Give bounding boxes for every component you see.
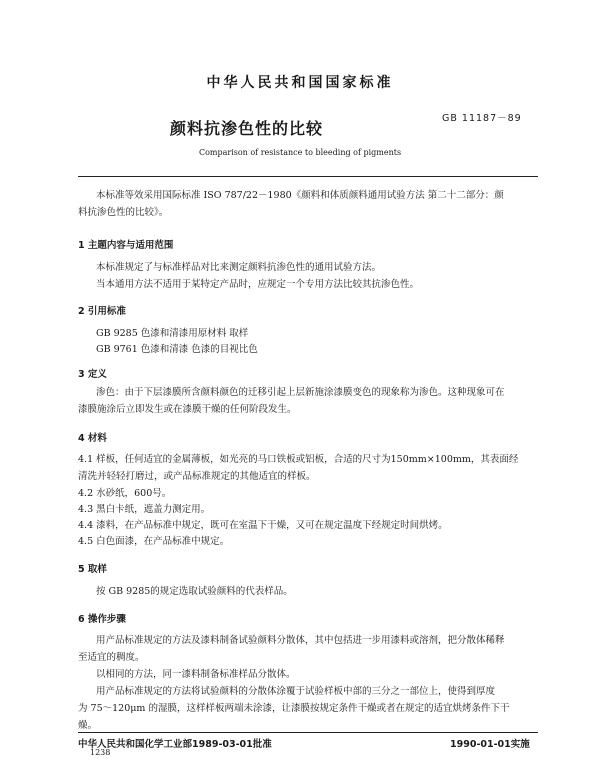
definition-line-2: 漆膜施涂后立即发生或在漆膜干燥的任何阶段发生。 (78, 404, 297, 415)
bottom-divider (78, 732, 538, 733)
section-6-heading: 6 操作步骤 (78, 614, 126, 625)
approval-line: 中华人民共和国化学工业部1989-03-01批准 (78, 739, 272, 750)
page-number: 1238 (90, 748, 111, 757)
section-4-heading: 4 材料 (78, 433, 107, 444)
procedure-line-4: 用产品标准规定的方法将试验颜料的分散体涂覆于试验样板中部的三分之一部位上，使得到厚度 (96, 686, 496, 697)
reference-2: GB 9761 色漆和清漆 色漆的目视比色 (96, 344, 258, 355)
item-4-1-line-2: 清洗并轻轻打磨过，或产品标准规定的其他适宜的样板。 (78, 471, 316, 482)
top-divider (78, 176, 538, 177)
procedure-line-5: 为 75～120μm 的湿膜，这样样板两端未涂漆，让漆膜按规定条件干燥或者在规定的适宜烘烤条件下干 (78, 703, 510, 714)
intro-line-2: 料抗渗色性的比较》。 (78, 207, 169, 218)
definition-line-1: 渗色：由于下层漆膜所含颜料颜色的迁移引起上层新施涂漆膜变色的现象称为渗色。这种现象可在 (96, 387, 505, 398)
item-4-5: 4.5 白色面漆，在产品标准中规定。 (78, 536, 230, 547)
item-4-1-line-1: 4.1 样板，任何适宜的金属薄板，如光亮的马口铁板或铝板，合适的尺寸为150mm×100mm，其表面经 (78, 454, 519, 465)
national-standard-heading: 中华人民共和国国家标准 (206, 75, 394, 91)
implementation-date: 1990-01-01实施 (450, 739, 530, 750)
item-4-4: 4.4 漆料，在产品标准中规定，既可在室温下干燥，又可在规定温度下经规定时间烘烤。 (78, 520, 448, 531)
intro-line-1: 本标准等效采用国际标准 ISO 787/22－1980《颜料和体质颜料通用试验方法 第二十二部分：颜 (96, 190, 504, 201)
procedure-line-2: 至适宜的稠度。 (78, 652, 145, 663)
section-1-paragraph-2: 当本通用方法不适用于某特定产品时，应规定一个专用方法比较其抗渗色性。 (96, 279, 420, 290)
standard-number: GB 11187－89 (442, 113, 522, 124)
procedure-line-1: 用产品标准规定的方法及漆料制备试验颜料分散体，其中包括进一步用漆料或溶剂，把分散体稀释 (96, 635, 505, 646)
page-title: 颜料抗渗色性的比较 (170, 119, 324, 138)
section-5-heading: 5 取样 (78, 564, 107, 575)
procedure-line-3: 以相同的方法，同一漆料制备标准样品分散体。 (96, 669, 296, 680)
item-4-3: 4.3 黑白卡纸，遮盖力测定用。 (78, 504, 211, 515)
item-4-2: 4.2 水砂纸，600号。 (78, 488, 172, 499)
section-3-heading: 3 定义 (78, 369, 107, 380)
section-5-paragraph: 按 GB 9285的规定选取试验颜料的代表样品。 (96, 586, 293, 597)
english-subtitle: Comparison of resistance to bleeding of pigments (198, 148, 402, 157)
reference-1: GB 9285 色漆和清漆用原材料 取样 (96, 328, 249, 339)
procedure-line-6: 燥。 (78, 720, 98, 731)
section-2-heading: 2 引用标准 (78, 306, 126, 317)
section-1-heading: 1 主题内容与适用范围 (78, 240, 174, 251)
section-1-paragraph-1: 本标准规定了与标准样品对比来测定颜料抗渗色性的通用试验方法。 (96, 262, 382, 273)
